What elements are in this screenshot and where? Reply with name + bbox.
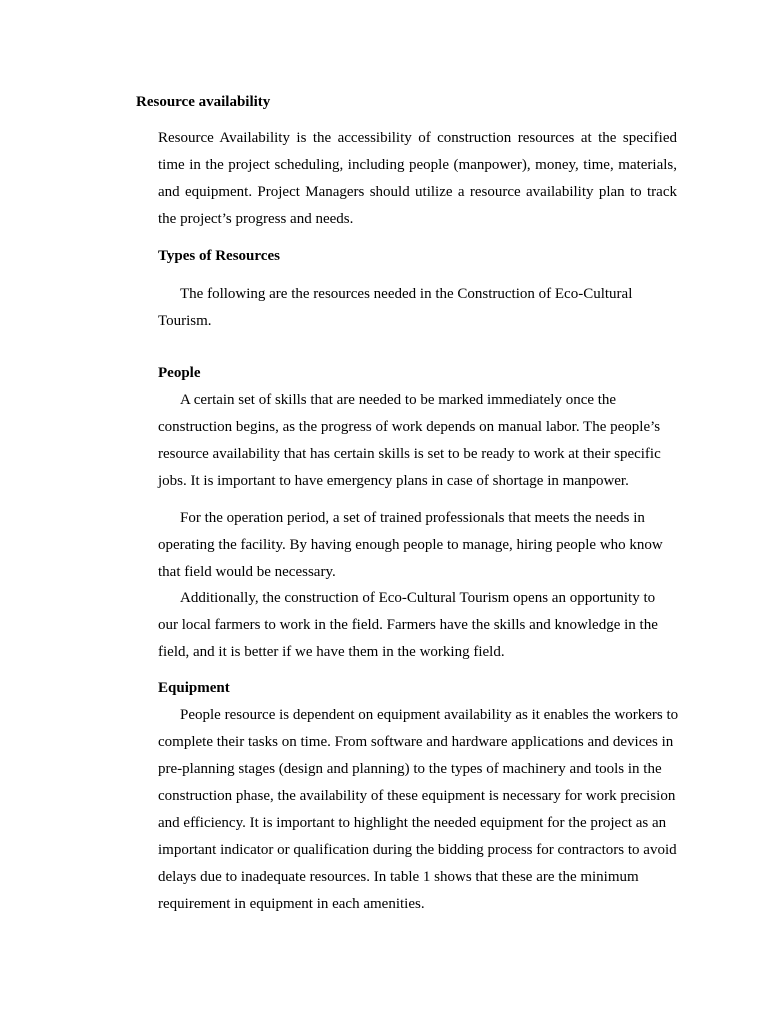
equipment-paragraph-1: People resource is dependent on equipment availability as it enables the workers to complete their tasks on time. From software and hardware applications and devices in pre-planning stages (design and planning) to the types of machinery and tools in the construction phase, the availability of these equipment is necessary for work precision and efficiency. It is important to highlight the needed equipment for the project as an important indicator or qualification during the bidding process for contractors to avoid delays due to inadequate resources. In table 1 shows that these are the minimum requirement in equipment in each amenities. bbox=[158, 707, 679, 912]
people-heading: People bbox=[158, 365, 201, 381]
section-title: Resource availability bbox=[136, 94, 271, 110]
people-paragraph-1: A certain set of skills that are needed to be marked immediately once the construction begins, as the progress of work depends on manual labor. The people’s resource availability that has certain skills is set to be ready to work at their specific jobs. It is important to have emergency plans in case of shortage in manpower. bbox=[158, 392, 661, 489]
intro-paragraph: Resource Availability is the accessibility of construction resources at the specified time in the project scheduling, including people (manpower), money, time, materials, and equipment. Project Managers should utilize a resource availability plan to track the project’s progress and needs. bbox=[158, 130, 677, 227]
equipment-heading: Equipment bbox=[158, 680, 230, 696]
people-paragraph-3: Additionally, the construction of Eco-Cultural Tourism opens an opportunity to our local farmers to work in the field. Farmers have the skills and knowledge in the field, and it is better if we have them in the working field. bbox=[158, 590, 658, 660]
people-paragraph-2: For the operation period, a set of trained professionals that meets the needs in operating the facility. By having enough people to manage, hiring people who know that field would be necessary. bbox=[158, 510, 663, 580]
types-paragraph: The following are the resources needed in the Construction of Eco-Cultural Tourism. bbox=[158, 286, 633, 329]
types-heading: Types of Resources bbox=[158, 248, 280, 264]
